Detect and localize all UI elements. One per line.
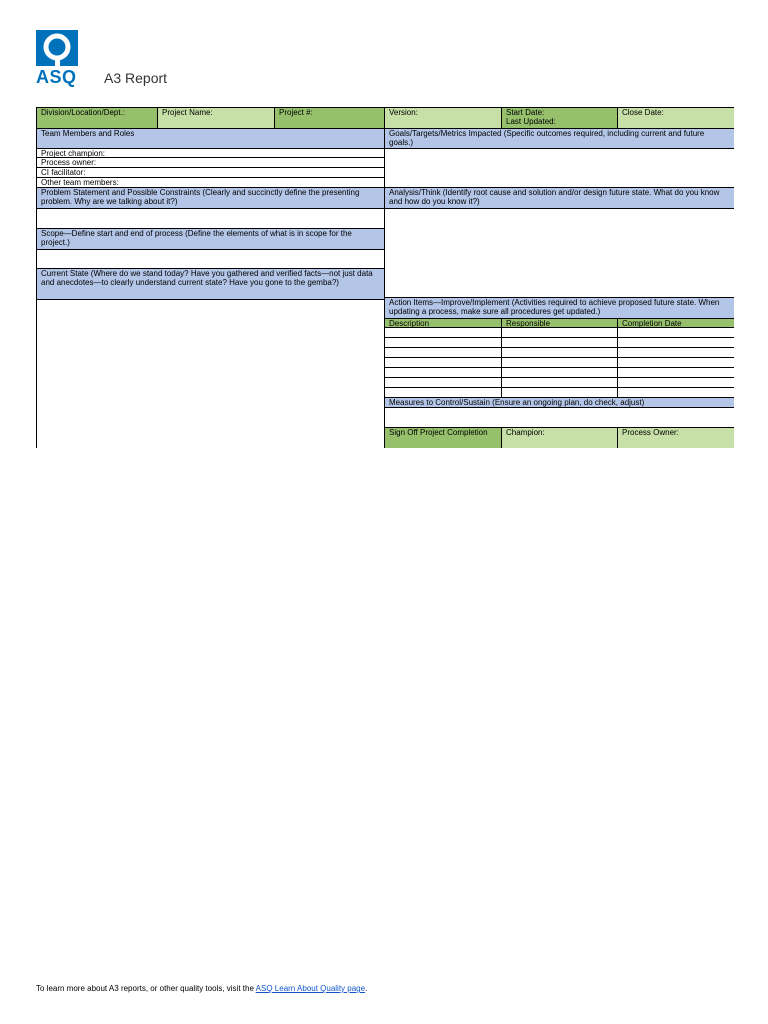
champion-cell[interactable] (501, 427, 618, 448)
project-name-label: Project Name: (162, 108, 213, 117)
footer-text: To learn more about A3 reports, or other quality tools, visit the (36, 984, 254, 993)
goals-header (384, 128, 734, 149)
col-description-label: Description (389, 319, 430, 328)
process-owner-label: Process Owner: (622, 428, 679, 437)
action-items-header (384, 297, 734, 319)
asq-logo (36, 30, 80, 86)
dates-cell[interactable] (501, 108, 618, 129)
process-owner-cell[interactable] (617, 427, 734, 448)
analysis-header (384, 187, 734, 209)
current-state-field[interactable] (37, 299, 385, 448)
sign-off-label: Sign Off Project Completion (389, 428, 488, 437)
col-responsible-label: Responsible (506, 319, 551, 328)
col-completion-label: Completion Date (622, 319, 682, 328)
close-date-cell[interactable] (617, 108, 734, 129)
analysis-field[interactable] (384, 208, 734, 298)
project-number-cell[interactable] (274, 108, 385, 129)
footer-note (36, 984, 367, 993)
project-name-cell[interactable] (157, 108, 275, 129)
sign-off-cell (384, 427, 502, 448)
problem-statement-header (37, 187, 385, 209)
team-members-header (37, 128, 385, 149)
champion-label: Champion: (506, 428, 545, 437)
last-updated-label: Last Updated: (506, 117, 556, 126)
scope-header (37, 228, 385, 250)
current-state-header (37, 268, 385, 300)
role-label: Process owner: (41, 158, 97, 167)
goals-label: Goals/Targets/Metrics Impacted (Specific outcomes required, including current and future goals.) (389, 129, 705, 147)
measures-label: Measures to Control/Sustain (Ensure an ongoing plan, do check, adjust) (389, 398, 645, 407)
learn-about-quality-link[interactable]: ASQ Learn About Quality page (255, 984, 366, 993)
close-date-label: Close Date: (622, 108, 664, 117)
action-items-label: Action Items—Improve/Implement (Activities required to achieve proposed future state. When updating a process, make sure all procedures get updated.) (389, 298, 720, 316)
footer-end: . (365, 984, 368, 993)
version-label: Version: (389, 108, 418, 117)
problem-statement-field[interactable] (37, 208, 385, 229)
scope-label: Scope—Define start and end of process (Define the elements of what is in scope for the project.) (41, 229, 352, 247)
version-cell[interactable] (384, 108, 502, 129)
start-date-label: Start Date: (506, 108, 545, 117)
document-title: A3 Report (104, 70, 168, 86)
measures-field[interactable] (384, 407, 734, 428)
team-members-label: Team Members and Roles (41, 129, 135, 138)
scope-field[interactable] (37, 249, 385, 269)
analysis-label: Analysis/Think (Identify root cause and solution and/or design future state. What do you know and how do you know it?) (389, 188, 720, 206)
role-label: Project champion: (41, 149, 106, 158)
problem-statement-label: Problem Statement and Possible Constraints (Clearly and succinctly define the presenting problem. Why are we talking about it?) (41, 188, 360, 206)
role-label: CI facilitator: (41, 168, 86, 177)
division-label: Division/Location/Dept.: (41, 108, 126, 117)
a3-report-form (36, 107, 734, 448)
division-cell[interactable] (37, 108, 158, 129)
goals-field[interactable] (384, 148, 734, 188)
role-label: Other team members: (41, 178, 119, 187)
logo-wordmark: ASQ (36, 67, 77, 87)
project-number-label: Project #: (279, 108, 313, 117)
current-state-label: Current State (Where do we stand today? Have you gathered and verified facts—not just data and anecdotes—to clearly understand current state? Have you gone to the gemba?) (41, 269, 373, 287)
